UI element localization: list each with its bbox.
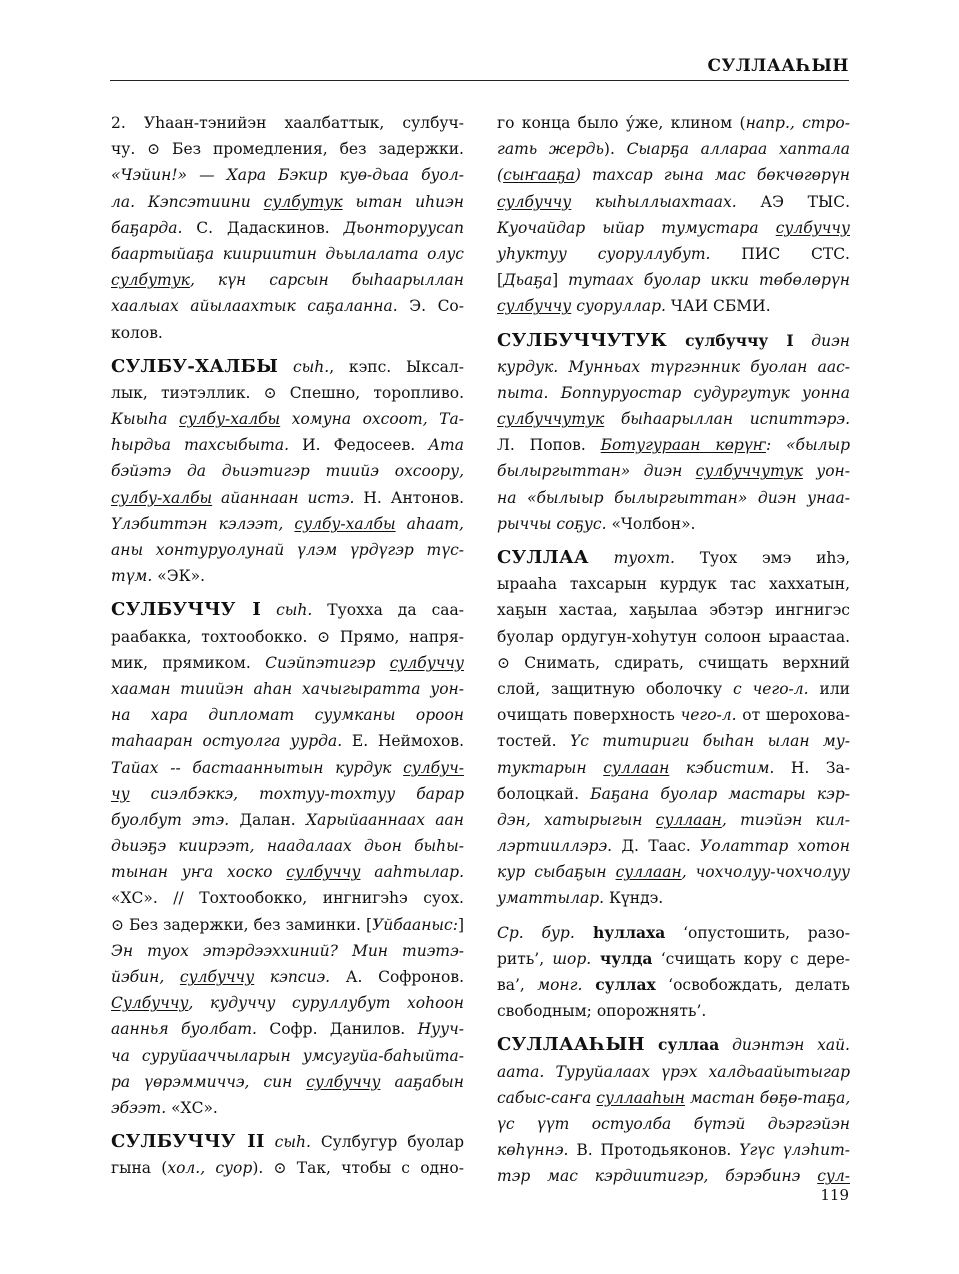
text-run: ) тахсар гына мас бөкчөгөрүн xyxy=(574,166,850,185)
text-run: дэн, хатырыгын xyxy=(497,810,656,829)
text-run: Д. Таас. xyxy=(612,837,701,856)
text-run: «ХС». // Тохтообокко, ингнигэһэ суох. xyxy=(111,889,464,908)
text-run: тостей. xyxy=(497,732,570,751)
text-line xyxy=(111,1069,464,1095)
text-run: Тайах -- бастааннытын курдук xyxy=(111,758,404,777)
text-line xyxy=(497,136,850,162)
text-line xyxy=(111,1129,464,1155)
text-run: Е. Неймохов. xyxy=(342,732,464,751)
text-run: «ХС». xyxy=(166,1098,218,1117)
text-line xyxy=(111,267,464,293)
text-line xyxy=(111,136,464,162)
highlighted-example-word: Сулбуччу xyxy=(111,994,189,1013)
text-run: диэнтэн хай. xyxy=(719,1036,850,1055)
text-run: [ xyxy=(497,271,504,290)
text-run: диэн xyxy=(793,331,850,350)
text-line xyxy=(111,354,464,380)
text-run: свободным; опорожнять’. xyxy=(497,1002,707,1021)
text-run: колов. xyxy=(111,323,163,342)
text-line xyxy=(497,406,850,432)
text-line xyxy=(497,189,850,215)
text-run: на «былыыр былыргыттан» диэн унаа- xyxy=(497,488,850,507)
text-run: Сиэйпэтигэр xyxy=(265,653,390,672)
text-run: аны хонтуруолунай үлэм үрдүгэр түс- xyxy=(111,541,464,559)
page-number: 119 xyxy=(820,1186,849,1204)
text-line xyxy=(497,885,850,911)
text-run: уматтылар. xyxy=(497,889,605,908)
text-line xyxy=(497,328,850,354)
text-line xyxy=(497,650,850,676)
text-run: рыччы соҕус. xyxy=(497,514,607,533)
text-run: «Чэйин!» — Хара Бэкир куө-дьаа буол- xyxy=(111,166,464,185)
text-run: или xyxy=(808,679,850,698)
highlighted-example-word: сулбуч- xyxy=(403,758,464,777)
text-line xyxy=(497,1032,850,1058)
text-run: ПИС СТС. xyxy=(710,244,850,263)
text-run: кэбистим. xyxy=(669,758,775,777)
text-run: Туох эмэ иһэ, xyxy=(675,549,850,567)
text-run: , чохчолуу-чохчолуу xyxy=(681,863,850,882)
text-line xyxy=(111,189,464,215)
text-run: , кэпс. Ыксал- xyxy=(329,357,464,376)
text-run: лык, тиэтэллик. ⊙ Спешно, торопливо. xyxy=(111,383,464,402)
highlighted-example-word: Ботугураан көрүҥ xyxy=(600,436,766,455)
text-line xyxy=(497,267,850,293)
text-line xyxy=(497,833,850,859)
text-run: рить’, xyxy=(497,949,553,968)
text-run: Л. Попов. xyxy=(497,436,601,455)
text-run: , күн сарсын быһаарыллан xyxy=(189,271,464,290)
highlighted-example-word: сулбуччу xyxy=(286,863,361,882)
text-run: ). xyxy=(603,140,627,159)
text-line xyxy=(497,458,850,484)
text-line xyxy=(497,432,850,458)
text-run: Э. Со- xyxy=(397,297,464,316)
text-run: АЭ ТЫС. xyxy=(736,192,851,211)
right-column xyxy=(497,110,850,1190)
text-line xyxy=(111,938,464,964)
text-run: с чего-л. xyxy=(733,679,809,698)
text-run: сыһ. xyxy=(261,601,313,620)
text-line xyxy=(111,755,464,781)
text-run: Сулбугур буолар xyxy=(310,1133,464,1152)
text-line xyxy=(111,912,464,938)
text-line xyxy=(111,485,464,511)
running-head: СУЛЛААҺЫН xyxy=(707,56,849,76)
text-run: , кудуччу суруллубут хоһоон xyxy=(188,994,464,1013)
text-run: ‘опустошить, разо- xyxy=(665,923,850,942)
text-line xyxy=(497,215,850,241)
text-line xyxy=(111,624,464,650)
text-run: һуллаха xyxy=(574,922,666,942)
text-line xyxy=(497,110,850,136)
text-line xyxy=(497,354,850,380)
text-run: Үс титириги быһан ылан му- xyxy=(569,732,850,751)
text-line xyxy=(497,1137,850,1163)
text-line xyxy=(111,650,464,676)
text-line xyxy=(497,702,850,728)
text-run: сыһ. xyxy=(278,357,330,376)
text-run: пыта. Боппуруостар судургутук уонна xyxy=(497,383,850,402)
text-line xyxy=(111,563,464,589)
text-line xyxy=(111,833,464,859)
highlighted-example-word: сулбу-халбы xyxy=(294,514,396,533)
text-run: Нууч- xyxy=(417,1020,464,1039)
text-line xyxy=(111,1155,464,1181)
text-line xyxy=(497,162,850,188)
highlighted-example-word: суллаан xyxy=(655,810,722,829)
text-run: монг. xyxy=(537,976,583,994)
text-run: напр., стро- xyxy=(745,114,850,132)
text-run: аата. Туруйалаах үрэх халдьаайытыгар xyxy=(497,1062,850,1081)
text-run: болоцкай. xyxy=(497,784,591,803)
text-run: ытан иһиэн xyxy=(342,192,464,211)
text-run: мик, прямиком. xyxy=(111,653,266,672)
text-run: хомуна охсоот, Та- xyxy=(280,410,464,429)
text-run: 2. Уһаан-тэнийэн хаалбаттык, сулбуч- xyxy=(111,114,464,132)
text-run: таһааран остуолга уурда. xyxy=(111,732,343,751)
text-run: Н. За- xyxy=(774,758,851,777)
text-run: Уолаттар хотон xyxy=(700,837,850,856)
text-line xyxy=(497,755,850,781)
text-run: ча суруйааччыларын умсугуйа-баһыйта- xyxy=(111,1046,464,1065)
text-run: кэпсиэ. xyxy=(254,968,331,986)
text-run: ла. Кэпсэтиини xyxy=(111,192,264,211)
text-run: аһаат, xyxy=(395,514,464,533)
text-run: суллаа xyxy=(644,1035,720,1055)
headword: СУЛЛААҺЫН xyxy=(497,1034,645,1056)
text-line xyxy=(111,110,464,136)
header-rule xyxy=(110,80,849,81)
highlighted-example-word: сулбу-халбы xyxy=(111,488,213,507)
text-line xyxy=(111,458,464,484)
text-line xyxy=(497,511,850,537)
text-run: суоруллар. xyxy=(571,297,666,316)
text-run: мастан бөҕө-таҕа, xyxy=(685,1088,851,1107)
highlighted-example-word: суллааһын xyxy=(596,1088,686,1107)
text-line xyxy=(111,293,464,319)
text-run: на хара дипломат суумканы ороон xyxy=(111,706,464,725)
text-run: хаҕын хастаа, хаҕылаа эбэтэр ингнигэс xyxy=(497,601,850,620)
highlighted-example-word: сулбуччу xyxy=(306,1072,381,1091)
text-line xyxy=(111,1095,464,1121)
text-line xyxy=(497,485,850,511)
text-run: «ЭК». xyxy=(152,567,206,586)
text-run: шор. xyxy=(552,949,592,968)
highlighted-example-word: сулбутук xyxy=(263,192,343,211)
text-line xyxy=(111,1016,464,1042)
text-run: йэбин, xyxy=(111,968,180,986)
text-line xyxy=(497,1111,850,1137)
text-run: ( xyxy=(497,166,504,185)
text-run: «Чолбон». xyxy=(606,514,696,533)
text-line xyxy=(111,702,464,728)
text-run: ыраaһа тахсарын курдук тас хаххатын, xyxy=(497,575,850,594)
text-line xyxy=(111,990,464,1016)
text-run: Ата xyxy=(428,436,464,455)
text-run: ва’, xyxy=(497,976,538,994)
text-run: Кыыһа xyxy=(111,410,179,429)
text-run: от шерохова- xyxy=(736,706,850,725)
text-run: ааҕабын xyxy=(380,1072,464,1091)
text-run: Ср. бур. xyxy=(497,923,575,942)
text-line xyxy=(497,624,850,650)
text-line xyxy=(111,597,464,623)
text-run: Дьаҕа xyxy=(503,271,553,290)
text-run: Софр. Данилов. xyxy=(256,1020,418,1039)
text-line xyxy=(497,1163,850,1189)
text-run: С. Дадаскинов. xyxy=(182,218,344,237)
highlighted-example-word: сулбутук xyxy=(111,271,190,290)
text-run: суллах xyxy=(582,975,656,994)
highlighted-example-word: суллаан xyxy=(603,758,670,777)
text-line xyxy=(111,537,464,563)
text-run: ] xyxy=(457,915,464,934)
text-run: гына ( xyxy=(111,1159,168,1178)
text-line xyxy=(497,807,850,833)
text-line xyxy=(497,597,850,623)
text-line xyxy=(497,998,850,1024)
text-run: слой, защитную оболочку xyxy=(497,679,733,698)
highlighted-example-word: сулбуччу xyxy=(497,297,572,316)
text-run: хол., суор xyxy=(167,1159,253,1178)
highlighted-example-word: суллаан xyxy=(615,863,682,882)
headword: СУЛБУЧЧУ I xyxy=(111,599,262,621)
text-run: ааһтылар. xyxy=(360,863,464,882)
text-run: хаалыах айылаахтык саҕаланна. xyxy=(111,297,398,316)
text-run: Туохха да саа- xyxy=(312,601,464,620)
text-run: Далан. xyxy=(229,810,307,829)
headword: СУЛБУЧЧУ II xyxy=(111,1131,265,1153)
text-run: Куочайдар ыйар тумустара xyxy=(497,218,776,237)
text-run: курдук. Мунньах түргэнник буолан аас- xyxy=(497,357,850,376)
highlighted-example-word: чу xyxy=(111,784,130,803)
text-line xyxy=(111,807,464,833)
text-line xyxy=(497,241,850,267)
text-run: В. Протодьяконов. xyxy=(568,1141,740,1160)
text-run: көһүннэ. xyxy=(497,1141,569,1160)
text-run: туохт. xyxy=(588,549,675,567)
highlighted-example-word: сулбуччутук xyxy=(695,462,803,481)
text-line xyxy=(111,162,464,188)
text-run: ). ⊙ Так, чтобы с одно- xyxy=(252,1159,464,1178)
text-run: лэртииллэрэ. xyxy=(497,837,613,856)
text-run: , тиэйэн кил- xyxy=(721,810,850,829)
headword: СУЛБУ-ХАЛБЫ xyxy=(111,355,279,377)
text-line xyxy=(497,293,850,319)
text-line xyxy=(497,1085,850,1111)
left-column xyxy=(111,110,464,1182)
text-run: чу. ⊙ Без промедления, без задержки. xyxy=(111,140,464,159)
text-run: ЧАИ СБМИ. xyxy=(665,297,771,316)
text-run: буолбут этэ. xyxy=(111,810,230,829)
highlighted-example-word: сулбуччу xyxy=(497,192,572,211)
text-run: Сыарҕа алларaa хаптала xyxy=(626,140,850,159)
text-line xyxy=(111,380,464,406)
text-line xyxy=(111,320,464,346)
text-line xyxy=(497,781,850,807)
text-run: баартыйаҕа киириитин дьылалата олус xyxy=(111,244,464,263)
text-run: чего-л. xyxy=(680,706,737,725)
text-line xyxy=(111,1043,464,1069)
text-run: гать жердь xyxy=(497,140,604,159)
text-line xyxy=(497,946,850,972)
text-run: ‘счищать кору с дере- xyxy=(652,949,850,968)
text-line xyxy=(111,859,464,885)
text-run: үс үүт остуолба бүтэй дьэргэйэн xyxy=(497,1114,850,1133)
text-run: эбээт. xyxy=(111,1098,167,1117)
text-run: А. Софронов. xyxy=(330,968,464,986)
highlighted-example-word: сулбуччу xyxy=(389,653,464,672)
text-run: ‘освобождать, делать xyxy=(655,976,850,994)
text-run: Дьонторуусап xyxy=(343,218,464,237)
text-run: туктарын xyxy=(497,758,604,777)
text-run: тэр мас кэрдиитигэр, бэрэбинэ xyxy=(497,1167,818,1186)
text-run: Эн туох этэрдээххиний? Мин тиэтэ- xyxy=(111,941,464,960)
text-run: : «былыр xyxy=(765,436,850,455)
text-run: го конца было у́же, клином ( xyxy=(497,114,746,132)
text-run: былыргыттан» диэн xyxy=(497,462,696,481)
text-run: Үгүс үлэһит- xyxy=(739,1141,850,1160)
text-run: уон- xyxy=(802,462,850,481)
headword: СУЛБУЧЧУТУК xyxy=(497,329,667,351)
text-run: ] xyxy=(552,271,569,290)
text-run: быһаарыллан испиттэрэ. xyxy=(604,410,850,429)
text-run: сабыс-саҥа xyxy=(497,1088,597,1107)
text-line xyxy=(111,964,464,990)
text-run: буолар ордугун-хоһутун солоон ыраастаа. xyxy=(497,627,850,646)
highlighted-example-word: сулбуччу xyxy=(179,968,255,986)
text-line xyxy=(111,241,464,267)
text-run: Күндэ. xyxy=(604,889,664,908)
text-line xyxy=(497,676,850,702)
text-run: сулбуччу I xyxy=(667,330,794,350)
text-run: айаннаан истэ. xyxy=(212,488,355,507)
text-line xyxy=(497,380,850,406)
text-run: уһуктуу суоруллубут. xyxy=(497,244,711,263)
text-run: һырдьа тахсыбыта. xyxy=(111,436,290,455)
text-run: сиэлбэккэ, тохтуу-тохтуу барар xyxy=(129,784,464,803)
text-run: тутаах буолар икки төбөлөрүн xyxy=(568,271,850,290)
text-line xyxy=(497,859,850,885)
highlighted-example-word: сыҥааҕа xyxy=(503,166,575,185)
text-run: очищать поверхность xyxy=(497,706,681,725)
text-run: ⊙ Без задержки, без заминки. [ xyxy=(111,915,373,934)
text-line xyxy=(497,545,850,571)
text-run: сыһ. xyxy=(264,1133,311,1152)
text-run: кыһыллыахтаах. xyxy=(571,192,737,211)
text-line xyxy=(111,781,464,807)
text-run: хааман тиийэн аһан хачыгыратта уон- xyxy=(111,679,464,698)
highlighted-example-word: сулбу-халбы xyxy=(179,410,281,429)
text-run: Баҕана буолар мастары кэр- xyxy=(590,784,850,803)
text-run: ⊙ Снимать, сдирать, счищать верхний xyxy=(497,653,850,672)
text-line xyxy=(497,571,850,597)
text-line xyxy=(111,406,464,432)
text-line xyxy=(111,676,464,702)
highlighted-example-word: сулбуччутук xyxy=(497,410,605,429)
text-run: кур сыбаҕын xyxy=(497,863,616,882)
text-run: баҕарда. xyxy=(111,218,183,237)
text-line xyxy=(111,432,464,458)
text-line xyxy=(111,511,464,537)
text-run: тынан уҥа хоско xyxy=(111,863,287,882)
text-line xyxy=(497,920,850,946)
text-run: И. Федосеев. xyxy=(289,436,429,455)
text-run: дьиэҕэ киирээт, наадалаах дьон быһы- xyxy=(111,837,464,856)
text-line xyxy=(111,728,464,754)
headword: СУЛЛАА xyxy=(497,547,589,568)
text-line xyxy=(111,215,464,241)
text-line xyxy=(111,885,464,911)
text-run: ааннья буолбат. xyxy=(111,1020,257,1039)
text-run: Харыйааннаах аан xyxy=(306,810,464,829)
text-run: ра үөрэммиччэ, син xyxy=(111,1072,307,1091)
text-line xyxy=(497,972,850,998)
text-line xyxy=(497,728,850,754)
text-run: түм. xyxy=(111,567,153,586)
highlighted-example-word: сул- xyxy=(817,1167,850,1186)
text-line xyxy=(497,1059,850,1085)
text-run: Н. Антонов. xyxy=(354,488,465,507)
text-run: Үлэбиттэн кэлээт, xyxy=(111,514,295,533)
text-run: чулда xyxy=(591,948,653,968)
text-run: бэйэтэ да дьиэтигэр тиийэ охсоору, xyxy=(111,462,464,481)
text-run: раабакка, тохтообокко. ⊙ Прямо, напря- xyxy=(111,627,464,646)
text-run: Уйбааныс: xyxy=(372,915,458,934)
highlighted-example-word: сулбуччу xyxy=(775,218,850,237)
